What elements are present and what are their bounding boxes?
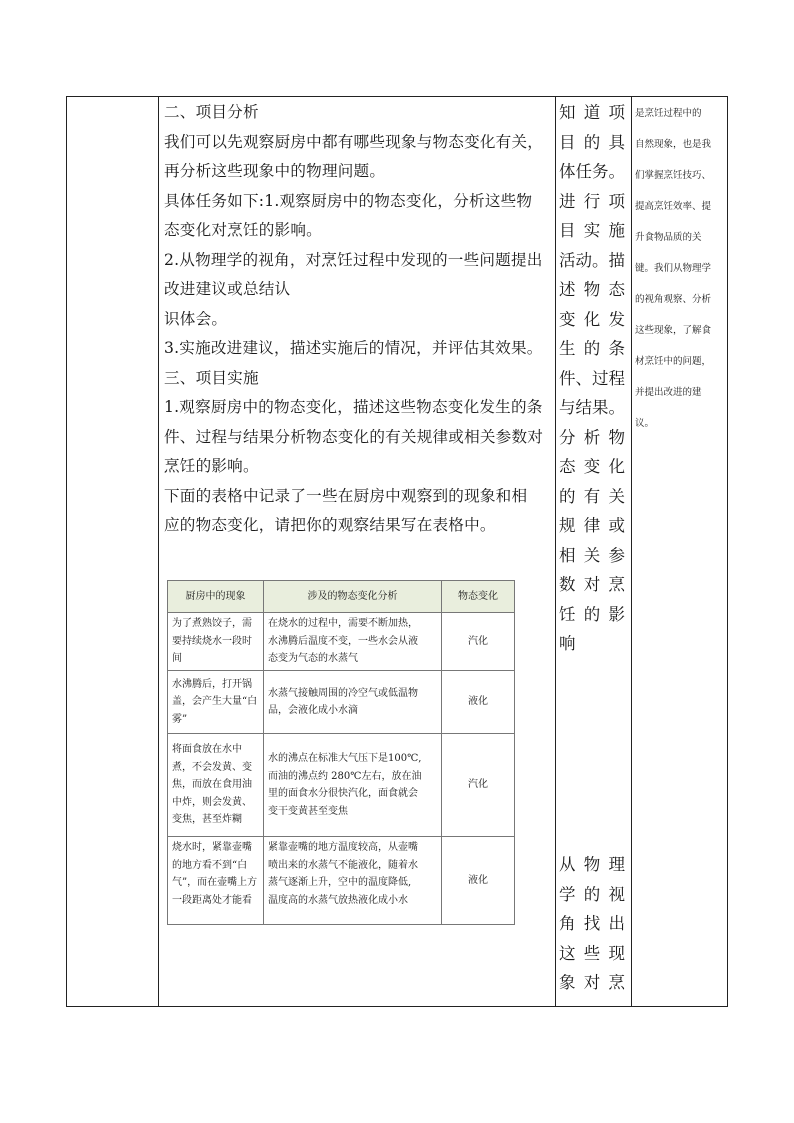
cell-line: 一段距离处才能看: [172, 894, 252, 906]
state-change-cell: 汽化: [442, 613, 515, 671]
goal-line: 分析物: [559, 427, 625, 447]
analysis-cell: [264, 671, 442, 734]
goal-line: 规律或: [559, 516, 625, 535]
note-line: 的视角观察、分析: [635, 294, 712, 305]
goal-line: 件、过程: [559, 368, 625, 388]
paragraph-line: 2.从物理学的视角，对烹饪过程中发现的一些问题提出: [164, 250, 543, 269]
phenomenon-cell: [168, 613, 264, 671]
note-line: 键。我们从物理学: [635, 263, 712, 274]
paragraph-line: 烹饪的影响。: [164, 457, 259, 475]
cell-line: 中炸，则会发黄、: [172, 796, 252, 808]
note-line: 材烹饪中的问题，: [635, 356, 712, 367]
paragraph-line: 具体任务如下:1.观察厨房中的物态变化，分析这些物: [164, 191, 533, 210]
note-line: 是烹饪过程中的: [635, 108, 702, 119]
column-divider: [158, 97, 159, 1006]
cell-line: 里的面食水分很快汽化，面食就会: [268, 788, 418, 799]
table-header-row: [168, 581, 515, 613]
cell-line: 水沸腾后温度不变，一些水会从液: [268, 635, 418, 647]
note-line: 自然现象，也是我: [635, 139, 712, 150]
note-line: 升食物品质的关: [635, 232, 702, 243]
paragraph-line: 再分析这些现象中的物理问题。: [164, 162, 386, 180]
cell-line: 将面食放在水中: [172, 744, 242, 756]
note-line: 提高烹饪效率、提: [635, 201, 712, 212]
column-divider: [631, 97, 632, 1006]
goal-line: 学的视: [559, 884, 625, 904]
section-heading: 二、项目分析: [164, 103, 259, 121]
cell-line: 蒸气逐渐上升，空中的温度降低,: [268, 877, 412, 888]
goal-line: 饪的影: [559, 604, 625, 624]
goal-line: 进行项: [559, 191, 625, 211]
analysis-cell: [264, 734, 442, 837]
state-change-cell: 液化: [442, 837, 515, 925]
goal-line: 态变化: [559, 457, 625, 476]
column-header: 厨房中的现象: [168, 581, 264, 613]
note-line: 们掌握烹饪技巧、: [635, 170, 712, 181]
cell-line: 态变为气态的水蒸气: [268, 653, 358, 665]
cell-line: 水的沸点在标准大气压下是100℃,: [268, 753, 422, 764]
teaching-goal-column-continued: [559, 850, 625, 998]
table-row: [168, 613, 515, 671]
design-intent-column: [635, 98, 723, 439]
goal-line: 体任务。: [559, 162, 625, 181]
table-row: [168, 671, 515, 734]
goal-line: 象对烹: [559, 973, 625, 992]
note-line: 并提出改进的建: [635, 387, 702, 398]
goal-line: 数对烹: [559, 575, 625, 594]
paragraph-line: 识体会。: [164, 309, 228, 328]
cell-line: 水沸腾后，打开锅: [172, 678, 252, 690]
table-row: [168, 734, 515, 837]
goal-line: 活动。描: [559, 250, 625, 270]
section-heading: 三、项目实施: [164, 368, 259, 387]
paragraph-line: 改进建议或总结认: [164, 280, 291, 298]
cell-line: 雾”: [172, 713, 188, 725]
note-line: 议。: [635, 418, 655, 429]
cell-line: 变焦，甚至炸糊: [172, 814, 242, 826]
phenomenon-cell: [168, 671, 264, 734]
note-line: 这些现象，了解食: [635, 325, 712, 336]
paragraph-line: 下面的表格中记录了一些在厨房中观察到的现象和相: [164, 486, 528, 505]
goal-line: 目实施: [559, 221, 625, 240]
goal-line: 变化发: [559, 309, 625, 329]
paragraph-line: 3.实施改进建议，描述实施后的情况，并评估其效果。: [164, 339, 543, 357]
goal-line: 述物态: [559, 280, 625, 299]
cell-line: 在烧水的过程中，需要不断加热，: [268, 618, 418, 630]
cell-line: 温度高的水蒸气放热液化成小水: [268, 894, 408, 906]
goal-line: 响: [559, 634, 576, 653]
goal-line: 从物理: [559, 855, 625, 874]
cell-line: 而油的沸点约 280℃左右，放在油: [268, 770, 422, 782]
goal-line: 目的具: [559, 132, 625, 152]
paragraph-line: 1.观察厨房中的物态变化，描述这些物态变化发生的条: [164, 398, 543, 416]
column-header: 物态变化: [442, 581, 515, 613]
phenomenon-cell: [168, 837, 264, 925]
goal-line: 这些现: [559, 943, 625, 963]
cell-line: 的地方看不到“白: [172, 859, 248, 871]
cell-line: 盖，会产生大量“白: [172, 696, 258, 708]
column-header: 涉及的物态变化分析: [264, 581, 442, 613]
state-change-cell: 汽化: [442, 734, 515, 837]
phenomenon-cell: [168, 734, 264, 837]
goal-line: 生的条: [559, 339, 625, 358]
goal-line: 与结果。: [559, 398, 625, 417]
cell-line: 间: [172, 653, 182, 665]
main-content: [164, 98, 554, 541]
cell-line: 水蒸气接触周围的冷空气或低温物: [268, 687, 418, 699]
cell-line: 变干变黄甚至变焦: [268, 805, 348, 817]
cell-line: 烧水时，紧靠壶嘴: [172, 842, 252, 853]
column-divider: [555, 97, 556, 1006]
cell-line: 气”，而在壶嘴上方: [172, 877, 258, 888]
cell-line: 焦，而放在食用油: [172, 779, 252, 791]
analysis-cell: [264, 613, 442, 671]
state-change-cell: 液化: [442, 671, 515, 734]
cell-line: 紧靠壶嘴的地方温度较高，从壶嘴: [268, 842, 418, 853]
cell-line: 喷出来的水蒸气不能液化，随着水: [268, 859, 418, 871]
cell-line: 要持续烧水一段时: [172, 635, 252, 647]
cell-line: 品，会液化成小水滴: [268, 705, 358, 716]
table-row: [168, 837, 515, 925]
teaching-goal-column: [559, 98, 625, 659]
kitchen-observation-table: [167, 580, 515, 925]
cell-line: 煮，不会发黄、变: [172, 761, 252, 773]
goal-line: 知道项: [559, 103, 625, 122]
goal-line: 的有关: [559, 486, 625, 506]
paragraph-line: 我们可以先观察厨房中都有哪些现象与物态变化有关，: [164, 132, 544, 151]
analysis-cell: [264, 837, 442, 925]
cell-line: 为了煮熟饺子，需: [172, 618, 252, 630]
paragraph-line: 态变化对烹饪的影响。: [164, 221, 322, 239]
goal-line: 角找出: [559, 914, 625, 933]
paragraph-line: 件、过程与结果分析物态变化的有关规律或相关参数对: [164, 427, 544, 446]
paragraph-line: 应的物态变化，请把你的观察结果写在表格中。: [164, 516, 496, 534]
goal-line: 相关参: [559, 545, 625, 565]
